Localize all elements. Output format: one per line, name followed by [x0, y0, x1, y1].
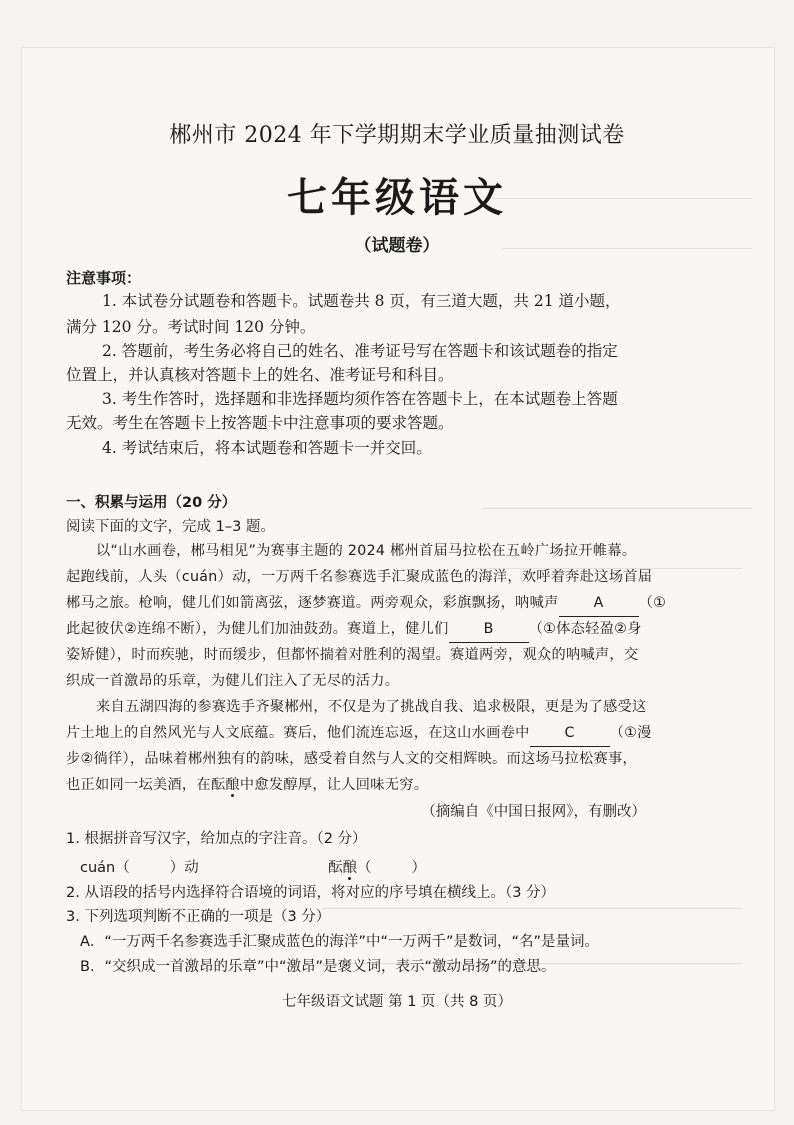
pinyin-prompt: cuán（ — [80, 860, 130, 876]
question-3: 3. 下列选项判断不正确的一项是（3 分） — [66, 909, 331, 925]
subject-title: 七年级语文 — [287, 175, 507, 221]
passage-text: （① — [638, 595, 667, 611]
passage-line: 以“山水画卷，郴马相见”为赛事主题的 2024 郴州首届马拉松在五岭广场拉开帷幕。 — [96, 543, 637, 559]
passage-line: 来自五湖四海的参赛选手齐聚郴州，不仅是为了挑战自我、追求极限，更是为了感受这 — [96, 699, 647, 715]
passage-text: 郴马之旅。枪响，健儿们如箭离弦，逐梦赛道。两旁观众，彩旗飘扬，呐喊声 — [66, 595, 559, 611]
blank-c: C — [530, 720, 610, 747]
blank-a: A — [559, 590, 639, 617]
notice-item-2-cont: 位置上，并认真核对答题卡上的姓名、准考证号和科目。 — [66, 366, 454, 384]
passage-text: 中愈发醇厚，让人回味无穷。 — [239, 777, 429, 793]
passage-line: 织成一首激昂的乐章，为健儿们注入了无尽的活力。 — [66, 673, 400, 689]
passage-line — [66, 616, 642, 643]
notice-item-3-cont: 无效。考生在答题卡上按答题卡中注意事项的要求答题。 — [66, 414, 454, 432]
word-prompt-paren: （ — [356, 860, 372, 876]
exam-title: 郴州市 2024 年下学期期末学业质量抽测试卷 — [169, 123, 625, 148]
notice-item-4: 4. 考试结束后，将本试题卷和答题卡一并交回。 — [102, 439, 432, 457]
notice-item-1-cont: 满分 120 分。考试时间 120 分钟。 — [66, 318, 316, 336]
dotted-char: 酿 — [342, 860, 357, 876]
notice-item-1: 1. 本试卷分试题卷和答题卡。试题卷共 8 页，有三道大题，共 21 道小题， — [102, 292, 621, 310]
passage-line: 起跑线前，人头（cuán）动，一万两千名参赛选手汇聚成蓝色的海洋，欢呼着奔赴这场首届 — [66, 569, 653, 585]
passage-line — [66, 720, 652, 747]
question-3-option-b: B．“交织成一首激昂的乐章”中“激昂”是褒义词，表示“激动昂扬”的意思。 — [80, 959, 556, 975]
blank-b: B — [449, 616, 529, 643]
notice-heading: 注意事项： — [66, 269, 142, 287]
word-prompt-close: ） — [411, 860, 426, 876]
notice-item-3: 3. 考生作答时，选择题和非选择题均须作答在答题卡上，在本试题卷上答题 — [102, 390, 618, 408]
passage-text: （①漫 — [609, 725, 652, 741]
passage-text: （①体态轻盈②身 — [528, 621, 642, 637]
passage-line: 姿矫健），时而疾驰，时而缓步，但都怀揣着对胜利的渴望。赛道两旁，观众的呐喊声，交 — [66, 647, 639, 663]
passage-text: 此起彼伏②连绵不断），为健儿们加油鼓劲。赛道上，健儿们 — [66, 621, 449, 637]
question-1: 1. 根据拼音写汉字，给加点的字注音。（2 分） — [66, 831, 367, 847]
notice-item-2: 2. 答题前，考生务必将自己的姓名、准考证号写在答题卡和该试题卷的指定 — [102, 342, 618, 360]
section-instruction: 阅读下面的文字，完成 1–3 题。 — [66, 519, 275, 535]
word-prompt: 酝 — [327, 860, 343, 876]
passage-line — [66, 590, 666, 617]
passage-line — [66, 772, 428, 798]
question-3-option-a: A．“一万两千名参赛选手汇聚成蓝色的海洋”中“一万两千”是数词，“名”是量词。 — [80, 934, 599, 950]
section-heading: 一、积累与运用（20 分） — [66, 495, 237, 511]
paper-type-label: （试题卷） — [354, 236, 440, 256]
passage-text: 也正如同一坛美酒，在酝 — [66, 777, 226, 793]
passage-line: 步②徜徉），品味着郴州独有的韵味，感受着自然与人文的交相辉映。而这场马拉松赛事， — [66, 751, 637, 767]
passage-text: 片土地上的自然风光与人文底蕴。赛后，他们流连忘返，在这山水画卷中 — [66, 725, 530, 741]
question-1-answer-row — [80, 856, 426, 877]
page-footer: 七年级语文试题 第 1 页（共 8 页） — [282, 994, 512, 1010]
pinyin-prompt-close: ）动 — [169, 860, 199, 876]
question-2: 2. 从语段的括号内选择符合语境的词语，将对应的序号填在横线上。（3 分） — [66, 885, 556, 901]
dotted-char: 酿 — [225, 777, 240, 793]
passage-source: （摘编自《中国日报网》，有删改） — [421, 804, 646, 820]
